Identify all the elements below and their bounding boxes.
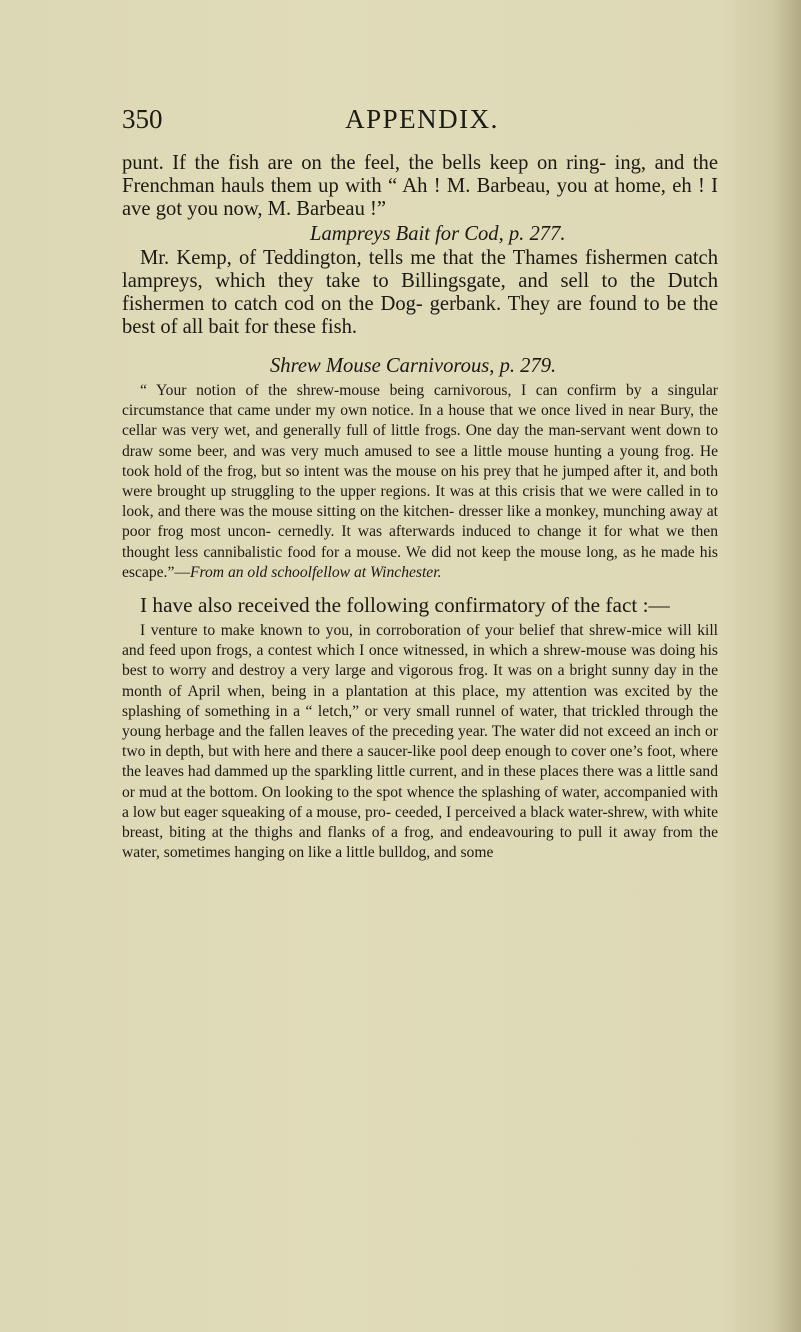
quote-water-shrew: I venture to make known to you, in corroboration of your belief that shrew-mice will kill and feed upon frogs, a contest which I once witnessed, in which a shrew-mouse was doing his best to worry and destroy a very large and vigorous frog. It was on a bright sunny day in the month of April when, being in a plantation at this place, my attention was excited by the splashing of something in a “ letch,” or very small runnel of water, that trickled through the young herbage and the fallen leaves of the preceding year. The water did not exceed an inch or two in depth, but with here and there a saucer-like pool deep enough to cover one’s foot, where the leaves had dammed up the sparkling little current, and in these places there was a little sand or mud at the bottom. On looking to the spot whence the splashing of water, accompanied with a low but eager squeaking of a mouse, pro- ceeded, I perceived a black water-shrew, with white breast, biting at the thighs and flanks of a frog, and endeavouring to pull it away from the water, sometimes hanging on like a little bulldog, and some bbox=[122, 622, 718, 862]
paragraph-punt: punt. If the fish are on the feel, the bells keep on ring- ing, and the Frenchman hauls them up with “ Ah ! M. Barbeau, you at home, eh ! I ave got you now, M. Barbeau !” bbox=[122, 152, 718, 220]
section-heading-lampreys: Lampreys Bait for Cod, p. 277. bbox=[310, 223, 566, 245]
page-body bbox=[122, 152, 718, 863]
page-edge-shadow bbox=[773, 0, 801, 1332]
quote-shrew-mouse bbox=[122, 381, 718, 583]
page-number: 350 bbox=[122, 104, 163, 134]
section-heading-shrew-mouse: Shrew Mouse Carnivorous, p. 279. bbox=[270, 355, 557, 377]
paragraph-confirmatory: I have also received the following confirmatory of the fact :— bbox=[140, 593, 670, 618]
page-header bbox=[122, 104, 722, 144]
paragraph-lampreys: Mr. Kemp, of Teddington, tells me that the Thames fishermen catch lampreys, which they take to Billingsgate, and sell to the Dutch fishermen to catch cod on the Dog- gerbank. They are found to be the best of all bait for these fish. bbox=[122, 247, 718, 338]
quote-attribution: From an old schoolfellow at Winchester. bbox=[189, 563, 442, 581]
quote-text: “ Your notion of the shrew-mouse being carnivorous, I can confirm by a singular circumstance that came under my own notice. In a house that we once lived in near Bury, the cellar was very wet, and generally full of little frogs. One day the man-servant went down to draw some beer, and was very much amused to see a little mouse hunting a young frog. He took hold of the frog, but so intent was the mouse on his prey that he jumped after it, and both were brought up struggling to the upper regions. It was at this crisis that we were called in to look, and there was the mouse sitting on the kitchen- dresser like a monkey, munching away at poor frog most uncon- cernedly. It was afterwards induced to change it for what we then thought less cannibalistic food for a mouse. We did not keep the mouse long, as he made his escape.”— bbox=[122, 382, 718, 581]
running-head: APPENDIX. bbox=[345, 104, 499, 134]
